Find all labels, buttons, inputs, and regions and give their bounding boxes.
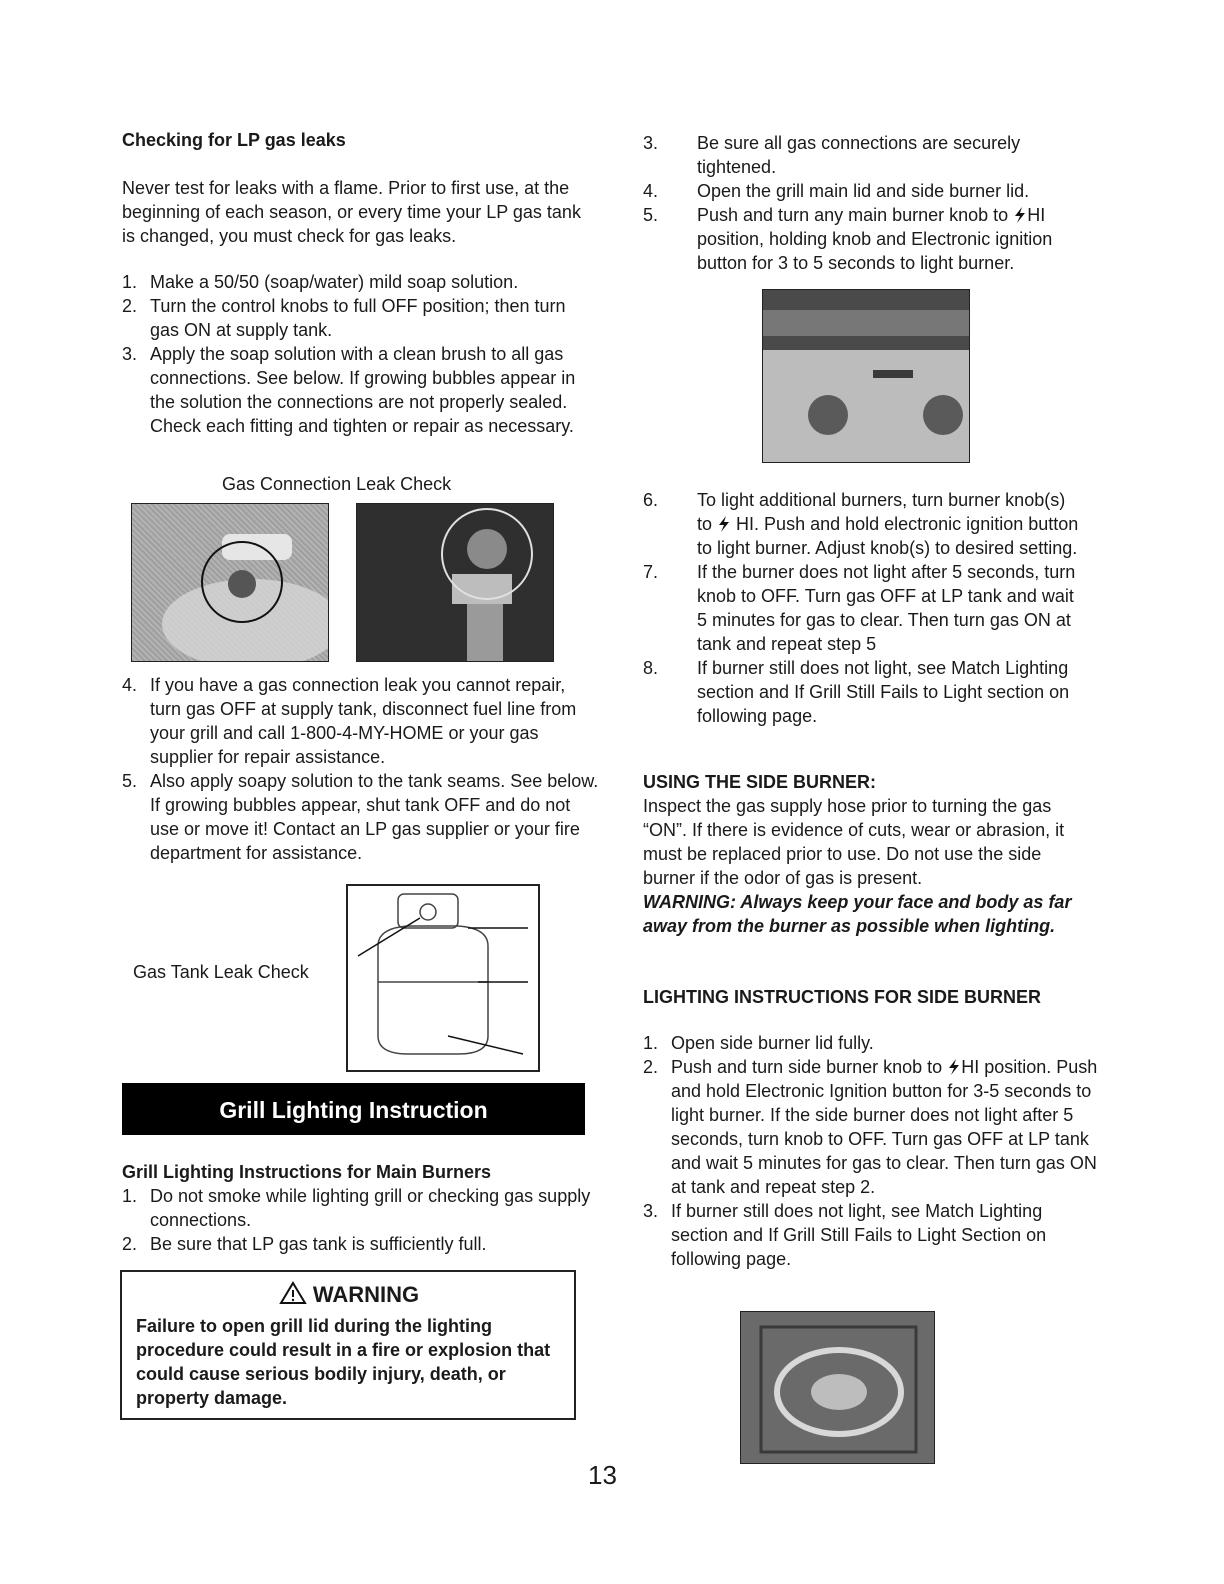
list-item: 7. If the burner does not light after 5 seconds, turn knob to OFF. Turn gas OFF at LP tank and wait 5 minutes for gas to clear. Then turn gas ON at tank and repeat step 5	[643, 562, 1076, 654]
gas-tank-caption: Gas Tank Leak Check	[133, 962, 309, 982]
list-item: 2. Turn the control knobs to full OFF position; then turn gas ON at supply tank.	[122, 296, 566, 340]
lightning-bolt-icon	[717, 516, 731, 532]
side-burner-heading: USING THE SIDE BURNER:	[643, 772, 877, 792]
leak-steps-b	[122, 673, 600, 865]
connection-photo-1-art	[132, 504, 328, 661]
lightning-bolt-icon	[947, 1059, 961, 1075]
gas-tank-icon	[348, 886, 538, 1070]
list-item: 1. Make a 50/50 (soap/water) mild soap solution.	[122, 272, 519, 292]
list-item: 1. Do not smoke while lighting grill or checking gas supply connections.	[122, 1186, 591, 1230]
side-burner-art	[741, 1312, 934, 1463]
right-steps-b	[643, 488, 1083, 728]
gas-connection-photo-2	[356, 503, 554, 662]
warning-title: WARNING	[136, 1280, 562, 1310]
warning-triangle-icon	[279, 1281, 307, 1305]
list-item: 3. Be sure all gas connections are securely tightened.	[643, 133, 1021, 177]
leak-check-heading: Checking for LP gas leaks	[122, 130, 346, 150]
burner-knobs-art	[763, 290, 969, 462]
list-item: 2. Push and turn side burner knob to HI position. Push and hold Electronic Ignition button for 3-5 seconds to light burner. If the side burner does not light after 5 seconds, turn knob to OFF. Turn gas OFF at LP tank and wait 5 minutes for gas to clear. Then turn gas ON at tank and repeat step 2.	[643, 1057, 1098, 1197]
side-burner-steps	[643, 1031, 1103, 1271]
list-item: 3. If burner still does not light, see Match Lighting section and If Grill Still Fails to Light Section on following page.	[643, 1201, 1047, 1269]
list-item: 8. If burner still does not light, see Match Lighting section and If Grill Still Fails to Light section on following page.	[643, 658, 1070, 726]
list-item: 1. Open side burner lid fully.	[643, 1033, 874, 1053]
side-burner-text: Inspect the gas supply hose prior to turning the gas “ON”. If there is evidence of cuts, wear or abrasion, it must be replaced prior to use. Do not use the side burner if the odor of gas is present.	[643, 796, 1065, 888]
list-item: 3. Apply the soap solution with a clean brush to all gas connections. See below. If growing bubbles appear in the solution the connections are not properly sealed. Check each fitting and tighten or repair as necessary.	[122, 344, 576, 436]
page-number: 13	[588, 1460, 617, 1490]
lighting-instructions-heading: LIGHTING INSTRUCTIONS FOR SIDE BURNER	[643, 987, 1042, 1007]
connection-photo-2-art	[357, 504, 553, 661]
leak-check-intro: Never test for leaks with a flame. Prior to first use, at the beginning of each season, or every time your LP gas tank is changed, you must check for gas leaks.	[122, 178, 581, 246]
burner-knobs-photo	[762, 289, 970, 463]
lighting-steps-c	[122, 1184, 592, 1256]
gas-tank-illustration	[346, 884, 540, 1072]
leak-steps-a	[122, 270, 592, 438]
list-item: 4. Open the grill main lid and side burner lid.	[643, 181, 1030, 201]
right-steps-a	[643, 131, 1083, 275]
lightning-bolt-icon	[1013, 207, 1027, 223]
warning-box	[120, 1270, 576, 1420]
side-burner-warning: WARNING: Always keep your face and body as far away from the burner as possible when lighting.	[643, 892, 1072, 936]
main-burner-subheading: Grill Lighting Instructions for Main Burners	[122, 1162, 492, 1182]
list-item: 5. Push and turn any main burner knob to HI position, holding knob and Electronic ignition button for 3 to 5 seconds to light burner.	[643, 205, 1053, 273]
gas-connection-caption: Gas Connection Leak Check	[222, 474, 452, 494]
list-item: 5. Also apply soapy solution to the tank seams. See below. If growing bubbles appear, shut tank OFF and do not use or move it! Contact an LP gas supplier or your fire department for assistance.	[122, 771, 599, 863]
list-item: 4. If you have a gas connection leak you cannot repair, turn gas OFF at supply tank, disconnect fuel line from your grill and call 1-800-4-MY-HOME or your gas supplier for repair assistance.	[122, 675, 577, 767]
grill-lighting-banner: Grill Lighting Instruction	[122, 1083, 585, 1135]
warning-text: Failure to open grill lid during the lighting procedure could result in a fire or explosion that could cause serious bodily injury, death, or property damage.	[136, 1316, 551, 1408]
side-burner-photo	[740, 1311, 935, 1464]
list-item: 6. To light additional burners, turn burner knob(s) to HI. Push and hold electronic ignition button to light burner. Adjust knob(s) to desired setting.	[643, 490, 1079, 558]
gas-connection-photo-1	[131, 503, 329, 662]
list-item: 2. Be sure that LP gas tank is sufficiently full.	[122, 1234, 487, 1254]
